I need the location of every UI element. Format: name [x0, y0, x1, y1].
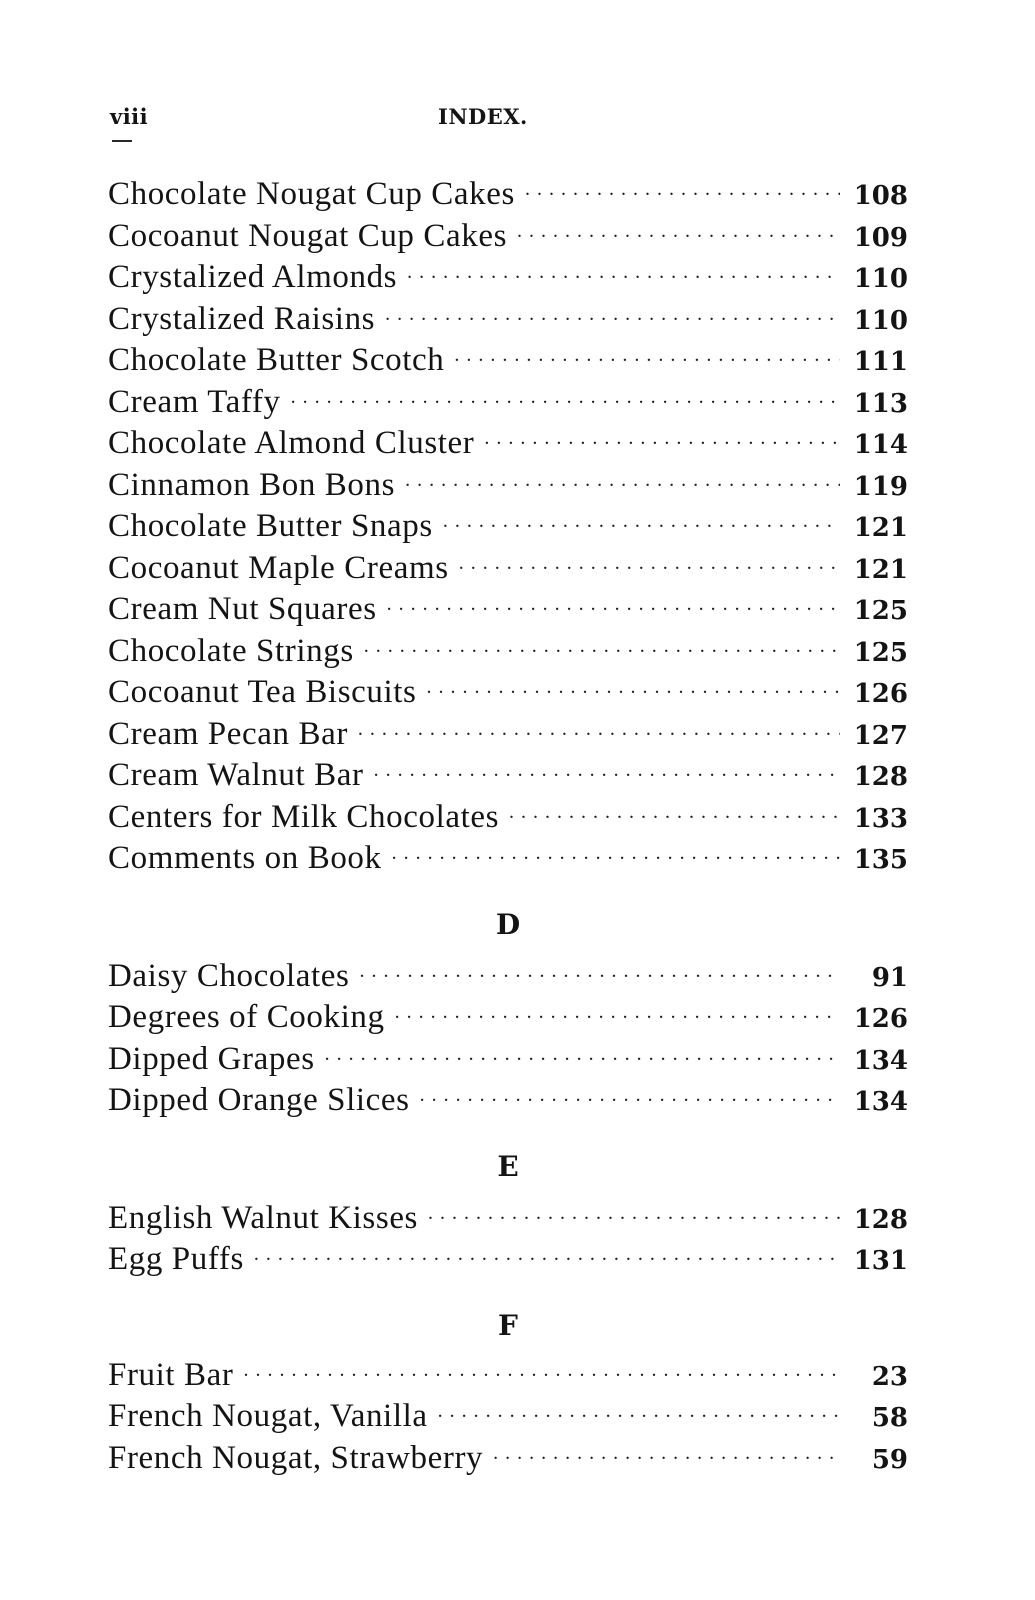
- entry-label: Cocoanut Tea Biscuits: [108, 674, 417, 710]
- entry-page-number: 91: [871, 962, 908, 993]
- entry-label: Daisy Chocolates: [108, 957, 350, 994]
- entry-page-number: 125: [853, 596, 908, 626]
- index-entry: [108, 716, 908, 758]
- index-entry: [108, 633, 908, 675]
- index-list: [108, 176, 908, 1481]
- index-section-d: [108, 882, 908, 1124]
- index-entry: [108, 1041, 908, 1083]
- entry-label: Crystalized Almonds: [108, 259, 398, 295]
- index-section-f: [108, 1283, 908, 1482]
- entry-page-number: 23: [871, 1361, 908, 1392]
- entry-label: French Nougat, Vanilla: [108, 1398, 428, 1434]
- entry-page-number: 134: [853, 1045, 908, 1076]
- page-folio: viii: [110, 104, 149, 129]
- entry-label: Chocolate Almond Cluster: [108, 425, 475, 461]
- entry-page-number: 133: [853, 803, 908, 834]
- entry-label: Cinnamon Bon Bons: [108, 466, 396, 503]
- index-entry: [108, 550, 908, 592]
- dot-leader: [385, 309, 840, 329]
- dot-leader: [509, 807, 840, 827]
- dot-leader: [254, 1249, 840, 1269]
- index-entry: [108, 176, 908, 218]
- entry-label: French Nougat, Strawberry: [108, 1439, 484, 1476]
- entry-page-number: 108: [853, 181, 908, 211]
- index-entry: [108, 1440, 908, 1482]
- entry-label: Degrees of Cooking: [108, 999, 385, 1035]
- dot-leader: [325, 1049, 840, 1069]
- index-section-c: [108, 176, 908, 882]
- entry-label: Crystalized Raisins: [108, 300, 376, 337]
- dot-leader: [438, 1406, 840, 1426]
- index-entry: [108, 301, 908, 343]
- index-entry: [108, 840, 908, 882]
- dot-leader: [364, 641, 840, 661]
- entry-page-number: 114: [853, 430, 908, 460]
- entry-label: Dipped Orange Slices: [108, 1082, 410, 1118]
- entry-page-number: 119: [853, 471, 908, 502]
- dot-leader: [291, 392, 840, 412]
- entry-label: Cocoanut Nougat Cup Cakes: [108, 217, 508, 254]
- dot-leader: [395, 1007, 840, 1027]
- index-entry: [108, 1200, 908, 1242]
- entry-page-number: 113: [853, 388, 908, 419]
- dot-leader: [454, 350, 840, 370]
- section-letter-heading: D: [495, 907, 521, 941]
- entry-label: Chocolate Nougat Cup Cakes: [108, 176, 515, 212]
- entry-page-number: 126: [853, 679, 908, 709]
- entry-label: Chocolate Butter Snaps: [108, 508, 433, 544]
- dot-leader: [407, 267, 840, 287]
- index-entry: [108, 958, 908, 1000]
- entry-page-number: 127: [853, 720, 908, 751]
- entry-label: Cream Taffy: [108, 383, 281, 420]
- entry-label: Cocoanut Maple Creams: [108, 549, 449, 586]
- entry-page-number: 59: [871, 1444, 908, 1475]
- entry-page-number: 134: [853, 1087, 908, 1117]
- dot-leader: [405, 475, 840, 495]
- page-title: INDEX.: [438, 104, 528, 129]
- index-entry: [108, 1398, 908, 1440]
- entry-label: Comments on Book: [108, 840, 382, 876]
- index-entry: [108, 999, 908, 1041]
- dot-leader: [484, 433, 840, 453]
- folio-underline: [112, 140, 132, 142]
- index-entry: [108, 342, 908, 384]
- dot-leader: [493, 1448, 840, 1468]
- entry-page-number: 121: [853, 513, 908, 543]
- dot-leader: [443, 516, 840, 536]
- dot-leader: [358, 724, 840, 744]
- dot-leader: [426, 682, 840, 702]
- index-entry: [108, 425, 908, 467]
- entry-page-number: 121: [853, 554, 908, 585]
- entry-page-number: 111: [853, 347, 908, 377]
- entry-page-number: 131: [853, 1246, 908, 1276]
- dot-leader: [359, 966, 840, 986]
- dot-leader: [243, 1365, 840, 1385]
- dot-leader: [392, 848, 840, 868]
- dot-leader: [374, 765, 840, 785]
- index-entry: [108, 674, 908, 716]
- entry-page-number: 128: [853, 762, 908, 792]
- running-head: [110, 104, 910, 144]
- index-entry: [108, 467, 908, 509]
- index-entry: [108, 1357, 908, 1399]
- entry-label: Egg Puffs: [108, 1241, 244, 1277]
- entry-page-number: 128: [853, 1204, 908, 1235]
- entry-label: Dipped Grapes: [108, 1040, 315, 1077]
- dot-leader: [459, 558, 840, 578]
- entry-page-number: 110: [853, 264, 908, 294]
- dot-leader: [525, 184, 840, 204]
- dot-leader: [387, 599, 840, 619]
- entry-label: Cream Nut Squares: [108, 591, 377, 627]
- entry-page-number: 110: [853, 305, 908, 336]
- entry-label: Chocolate Strings: [108, 632, 354, 669]
- section-letter-heading: F: [498, 1308, 518, 1342]
- index-entry: [108, 1241, 908, 1283]
- entry-page-number: 58: [871, 1403, 908, 1433]
- entry-label: English Walnut Kisses: [108, 1199, 419, 1236]
- index-entry: [108, 508, 908, 550]
- entry-label: Centers for Milk Chocolates: [108, 798, 500, 835]
- entry-label: Chocolate Butter Scotch: [108, 342, 445, 378]
- entry-page-number: 109: [853, 222, 908, 253]
- dot-leader: [428, 1208, 840, 1228]
- entry-label: Cream Pecan Bar: [108, 715, 348, 752]
- entry-page-number: 126: [853, 1004, 908, 1034]
- dot-leader: [517, 226, 840, 246]
- entry-label: Fruit Bar: [108, 1356, 234, 1393]
- index-entry: [108, 757, 908, 799]
- entry-page-number: 125: [853, 637, 908, 668]
- index-entry: [108, 384, 908, 426]
- entry-label: Cream Walnut Bar: [108, 757, 364, 793]
- index-entry: [108, 799, 908, 841]
- index-entry: [108, 259, 908, 301]
- index-entry: [108, 591, 908, 633]
- dot-leader: [420, 1090, 840, 1110]
- index-entry: [108, 218, 908, 260]
- index-entry: [108, 1082, 908, 1124]
- index-section-e: [108, 1124, 908, 1283]
- entry-page-number: 135: [853, 845, 908, 875]
- section-letter-heading: E: [497, 1149, 519, 1183]
